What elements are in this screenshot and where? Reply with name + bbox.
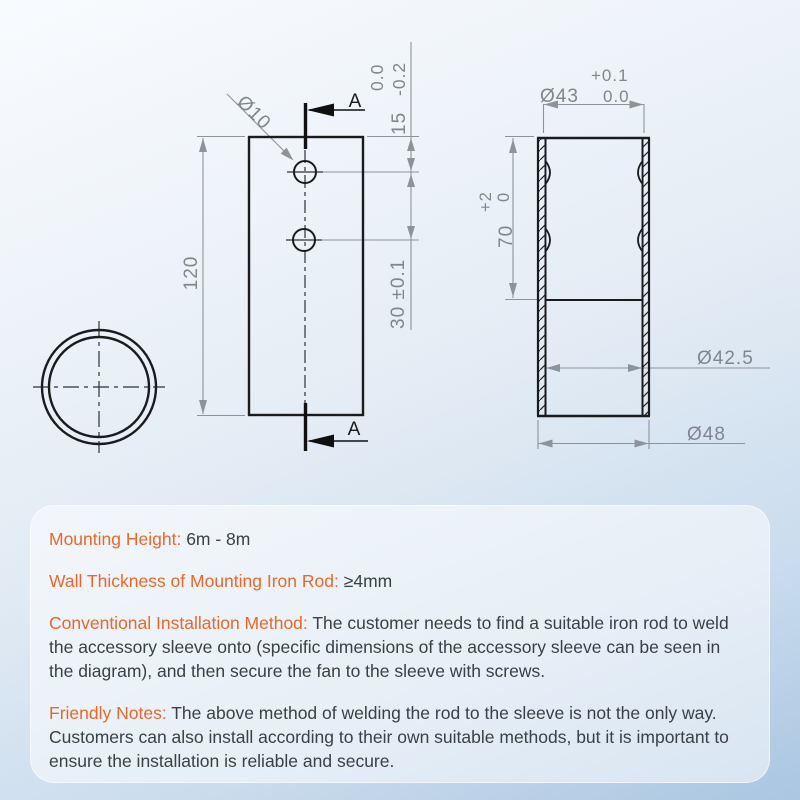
section-marker-top xyxy=(306,91,366,149)
section-marker-bottom xyxy=(306,403,369,451)
wall-hole-left-top xyxy=(546,161,551,184)
plate-outline xyxy=(249,137,363,415)
friendly-notes-text: The above method of welding the rod to the sleeve is not the only way. Customers can also install according to their own suitable methods, but it is important to ensure the installation is reliable and secure. xyxy=(49,703,729,771)
section-view xyxy=(477,66,770,449)
mounting-height-value: 6m - 8m xyxy=(186,529,251,549)
installation-method-paragraph xyxy=(49,611,749,683)
section-arrow-icon xyxy=(307,435,334,448)
wall-hole-right-top xyxy=(638,161,643,184)
dim-offset-tol-lower: -0.2 xyxy=(389,61,409,96)
section-label-top: A xyxy=(348,91,362,112)
friendly-notes-paragraph xyxy=(49,701,749,773)
dim-offset-tol-upper: 0.0 xyxy=(367,63,387,91)
dim-outer-diameter-label: Ø48 xyxy=(687,424,726,445)
front-view xyxy=(181,42,419,451)
installation-method-text: The customer needs to find a suitable iron rod to weld the accessory sleeve onto (specific dimensions of the accessory sleeve can be seen in the diagram), and then secure the fan to the sleeve with screws. xyxy=(49,613,729,681)
dim-bore-tol-upper: +0.1 xyxy=(591,66,629,85)
installation-method-label: Conventional Installation Method: xyxy=(49,613,308,633)
dim-depth-tol-upper: +2 xyxy=(477,191,495,212)
mounting-height-line xyxy=(49,527,749,551)
wall-thickness-label: Wall Thickness of Mounting Iron Rod: xyxy=(49,571,339,591)
wall-hole-left-bottom xyxy=(546,229,551,252)
mounting-height-label: Mounting Height: xyxy=(49,529,182,549)
dim-lower-bore-label: Ø42.5 xyxy=(697,348,754,369)
section-label-bottom: A xyxy=(347,419,361,440)
dim-bore-value: Ø43 xyxy=(540,86,579,107)
dim-hole-spacing-label: 30 ±0.1 xyxy=(388,258,409,329)
dim-hole-diameter-label: Ø10 xyxy=(232,91,275,135)
dim-depth-tol-lower: 0 xyxy=(495,191,513,202)
dim-offset-value: 15 xyxy=(389,111,410,135)
wall-hole-right-bottom xyxy=(638,229,643,252)
dim-bore-tol-lower: 0.0 xyxy=(603,87,630,106)
end-view xyxy=(33,321,165,453)
wall-thickness-line xyxy=(49,569,749,593)
section-arrow-icon xyxy=(307,104,334,117)
wall-hatch-left xyxy=(539,139,545,415)
wall-thickness-value: ≥4mm xyxy=(343,571,393,591)
friendly-notes-label: Friendly Notes: xyxy=(49,703,167,723)
info-panel xyxy=(30,505,770,783)
dim-plate-height-label: 120 xyxy=(181,255,202,291)
dim-depth-value: 70 xyxy=(496,224,517,248)
